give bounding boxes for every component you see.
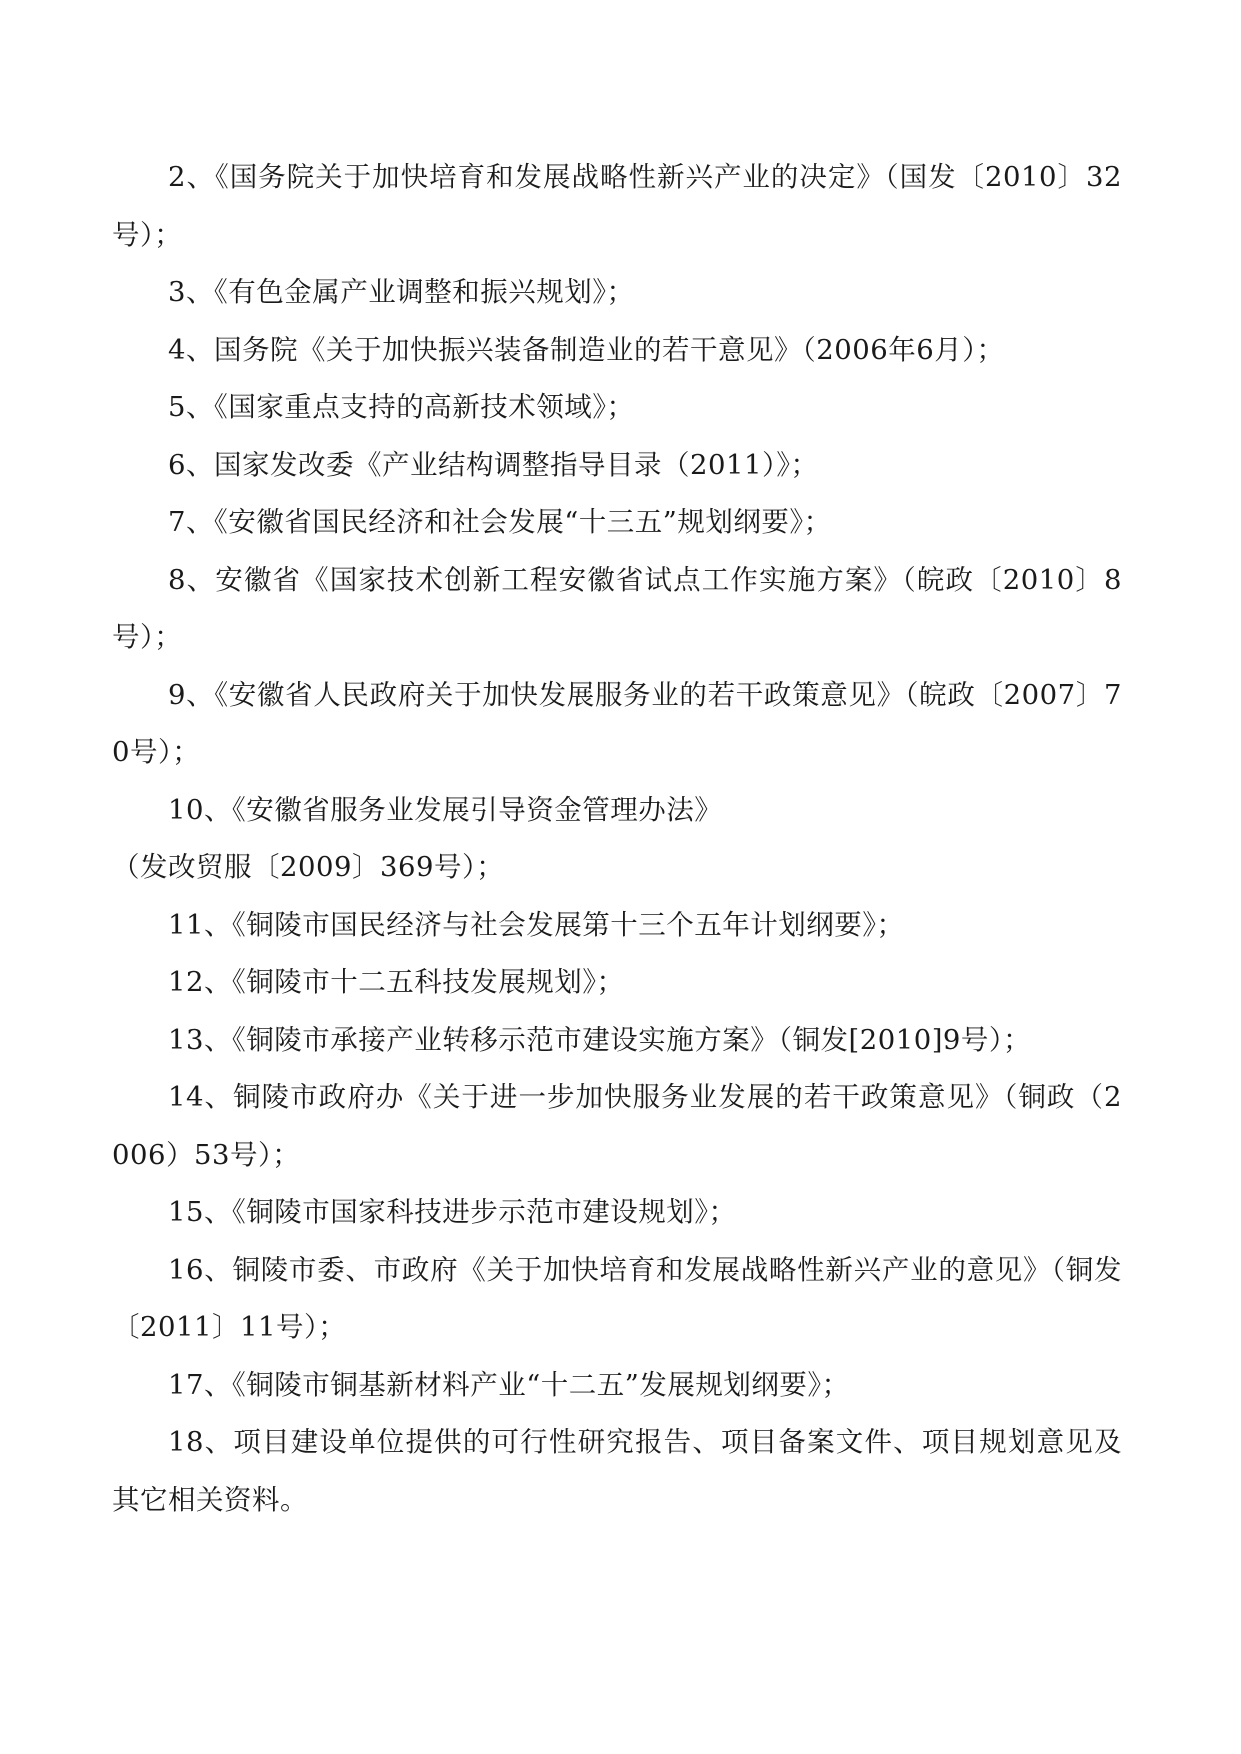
reference-item-14: 14、铜陵市政府办《关于进一步加快服务业发展的若干政策意见》（铜政（2006）53号）； xyxy=(112,1081,1122,1171)
reference-item-13: 13、《铜陵市承接产业转移示范市建设实施方案》（铜发[2010]9号）； xyxy=(168,1023,1032,1056)
reference-item-17: 17、《铜陵市铜基新材料产业“十二五”发展规划纲要》； xyxy=(168,1368,850,1401)
reference-item-10: 10、《安徽省服务业发展引导资金管理办法》 xyxy=(168,793,723,826)
reference-item-2: 2、《国务院关于加快培育和发展战略性新兴产业的决定》（国发〔2010〕32号）； xyxy=(112,161,1122,251)
reference-item-6: 6、国家发改委《产业结构调整指导目录（2011）》； xyxy=(168,448,819,481)
reference-item-12: 12、《铜陵市十二五科技发展规划》； xyxy=(168,966,625,998)
reference-item-8: 8、安徽省《国家技术创新工程安徽省试点工作实施方案》（皖政〔2010〕8号）； xyxy=(112,563,1122,653)
reference-item-15: 15、《铜陵市国家科技进步示范市建设规划》； xyxy=(168,1196,737,1228)
reference-item-16: 16、铜陵市委、市政府《关于加快培育和发展战略性新兴产业的意见》（铜发〔2011〕11号）； xyxy=(112,1253,1122,1343)
reference-item-3: 3、《有色金属产业调整和振兴规划》； xyxy=(168,276,635,308)
reference-item-11: 11、《铜陵市国民经济与社会发展第十三个五年计划纲要》； xyxy=(168,908,905,941)
reference-item-7: 7、《安徽省国民经济和社会发展“十三五”规划纲要》； xyxy=(168,506,832,538)
reference-item-10-continuation: （发改贸服〔2009〕369号）； xyxy=(112,851,505,883)
reference-item-5: 5、《国家重点支持的高新技术领域》； xyxy=(168,391,635,423)
reference-item-18: 18、项目建设单位提供的可行性研究报告、项目备案文件、项目规划意见及其它相关资料。 xyxy=(112,1426,1122,1516)
reference-item-4: 4、国务院《关于加快振兴装备制造业的若干意见》（2006年6月）； xyxy=(168,333,1005,366)
reference-list xyxy=(112,149,1122,1529)
reference-item-9: 9、《安徽省人民政府关于加快发展服务业的若干政策意见》（皖政〔2007〕70号）； xyxy=(112,678,1122,768)
